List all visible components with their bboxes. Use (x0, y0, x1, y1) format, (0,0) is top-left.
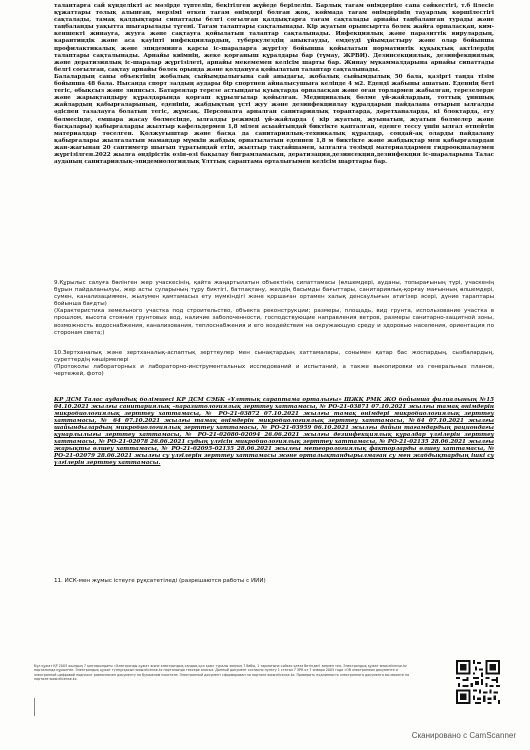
item-9-ru: (Характеристика земельного участка под строительство, объекта реконструкции; размеры, площадь, вид грунта, использование участка в прошлом, высота стояния грунтовых вод, наличие заболоченности, господствующие направления ветров, размеры санитарно-защитной зоны, возможность водоснабжения, канализования, теплоснабжения и его воздействия на окружающую среду и здоровью населения, ориентация по сторонам света;) (54, 308, 494, 336)
item-9-site-characteristics (54, 280, 494, 337)
item-11-permission: 11. ИСК-мен жұмыс істеуге рұқсатетіледі (разрешаются работы с ИИИ) (54, 578, 266, 584)
item-10-lab-protocols (54, 350, 494, 378)
findings-paragraph-1: талантарға сай күнделікті ас мәзірде түптеліп, бекітілген жүйеде берілеліп. Барлық тағам өнімдеріне сапа сәйкестігі, т.б іілесіе құжаттары толық алынған, мерзімі өткен тағам өнімдері болған жоқ, көймада тағам өнімдерінің тауарлық көршілестігі сақталады, тамақ қалдықтары сипаттады белгі соғылған қалдықтарға тағам сақталады арнайы таңбаланған турады және таңбаланды уақытта шығарылады түгені. Тағам талаптары сақталынады. Кір жуатын орынсыртта болек жайға орналасқан, ким-кеншекті жинауға, жууға және сақтауға қойылатын талаптар сақталынады. Инфекциялық және паразиттік вирулардың, карантиндік және аса қауіпті инфекциялардың, туберкулездің аныктауды, емдеуді ұйымдастыру және олар бойынша профилактикалық және эпидемияға қарсы іс-шараларға жүргізу бойынша қойылатын нормативтік құқықтық актілердің талаптары сақталынады. Арнайы киімнің, жеке қорғаныш құралдары бар (тұмау, ЖРВИ). Дезинсекциялық, дезинфекциялық және дератизиялық іс-шаралар жүргізілеті, арнайы мекемемен келісім шарты бар. Жинау мүкаммалдарына арнайы сипаттады белгі соғылған, сақтау арнайы бөлек орында және қолдануға қойылатын талаптар сақталынады. (54, 3, 494, 73)
qr-code-icon (456, 660, 500, 704)
camscanner-watermark: Сканировано с CamScanner (411, 731, 516, 740)
item-10-kz: 10.Зертханалық және зертханалық-аспаптық зерттеулер мен сынақтардың хаттамалары, сонымен қатар бас жоспардың, сызбалардың, суреттердің көшірмелері (54, 350, 494, 364)
legal-footer: Бұл құжат ҚР 2003 жылдың 7 қаңтарындағы «Электронды құжат және электрондық сандық қол қою» туралы заңның 7 бабы, 1 тармағына сәйкес қағаз бетіндегі заңмен тең. Электрондық құжат www.elicense.kz порталында құрылған. Электрондық құжат түпнұсқасын www.elicense.kz порталында тексере аласыз. Данный документ согласно пункту 1 статьи 7 ЗРК от 7 января 2003 года «Об электронном документе и электронной цифровой подписи» равнозначен документу на бумажном носителе. Электронный документ сформирован на портале www.elicense.kz. Проверить подлинность электронного документа вы можете на портале www.elicense.kz. (34, 664, 410, 682)
protocol-list: КР ДСМ Талас аудандық болімшесі КР ДСМ СЭБК «Ұлттық сараптама орталығы» ШЖҚ РМК ЖО бойынша филиалының №15 04.10.2021 жылғы санитариялық –паразитологиялық зерттеу хаттамасы, № РО-21-03871 07.10.2021 жылғы тамақ өнімдерін микробиологиялық зерттеу хаттамасы, № РО-21-03872 07.10.2021 жылғы тамақ өнімдері микробиологиялық зерттеу хаттамасы, № 64 07.10.2021 жылғы тамақ өнімдерін микробиологиялық зерттеу хаттамасы, №64 07.10.2021 жылғы шайындылардың микробиологиялық зерттеу хаттамасы, № РО-21-03959 06.10.2021 жылғы дайын тағамдардың рациондағы құнарлылығы зерттеу хаттамасы, № РО-21-02080-02094 26.06.2021 жылғы дезинфекциялық құралдар үлгілерін зерттеу хаттамасы, № РО-21-02078 26.06.2021 судың үлгісін микробиологиялық зерттеу хаттамасы, № РО-21-02135 28.06.2021 жылғы жарықты өлшеу хаттамасы, № РО-21-02095-02135 28.06.2021 жылғы метеорологиялық факторларды өлшеу хаттамасы, № РО-21-02079 28.06.2021 жылғы су үлгілерін зерттеу хаттамасы және орталықтандырылмаған су мен жабдықтардың ішкі су үлгілерін зерттеу хаттамасы. (54, 397, 494, 466)
margin-mark (22, 698, 35, 716)
item-10-ru: (Протоколы лабораторных и лабораторно-инструментальных исследований и испытаний, а также выкопировки из генеральных планов, чертежей, фото) (54, 364, 494, 378)
inspection-findings (54, 3, 494, 166)
item-9-kz: 9.Құрылыс салуға бөлінген жер учаскесінің, қайта жаңартылатын объектінің сипаттамасы (өлшемдері, ауданы, топырағының түрі, учаскенің бұрын пайдаланылуы, жер асты суларының тұру биктігі, батпақтану, желдің басымды бағыттары, санитариялық-қорғау мағынның өлшемдері, сумен, канализациямен, жылумен қамтамасыз ету мүмкіндігі және қоршаған ортамен халық денсаулығын атигізер әсері, дүние тараптары бойынша бағдты) (54, 280, 494, 308)
findings-paragraph-2: Балалардың саны объектінің жобалық сыйымдылығына сай аныдағы, жобалық сыйымдылық 50 бала, қазіргі таңда тізім бойынша 48 бала. Нысанда спорт залдың аудары бір спортнен айналысушыға келіпде 4 м2. Еденді жабыны ашатын. Еденнің беті тегіс, өбықсыз және зиянсыз. Батареялар терезе астындағы қуықтарда орналасқан және оған торлармен жабылған, терезелерде және жарықтандыру құралдарында қорғаш құрылғылар қойылған. Медициналық бөлме үй-жайлардың, тоттық ұнншық жайлардың қабырғаларының, еденінің, жабдықтың үсті жуу және дезинфекциялау құралдарын пайдалана отырып ылғалды әдіспен тазалауға болатын тегіс, жұмсақ. Персоналға арналған санитариялық торантарда, дәретханаларда, кі блоктарда, егу бөлмесінде, емшара жасау бөлмесінде, ылғалды режимді үй-жайларда ( кір жуатын, жуынатын, жуатын бөлмелер және басқалары) қабырғаларды жылтыр кафельдермен 1,8 мілен асыайтындай биктікте қапталған, еденге тессу үшін ылғал өтпейтін материалдар төселген. Қолжуғыштар және басқа да санитариялық-техникалық құралдар, сондай-ақ оларды пайдалану қабырғалары жылғалатын мамандар мүмкін жабдық орнатылатын еденнен 1,8 м биктікте және жабдықтар мен қабырғалардан жан-жағынан 20 сантиметр шығып тұратындай етіп, жылтыр тақтайшамен, ылғалға төзімді материалдармен гидрооқшалаумен жүргізілген.2022 жылға әндірістік өзін-өзі бақылау биграмламасын, дератизация,дезинсекция,дезинфекция іс-шараларына Талас ауданың санитариялық-эпидемиологиялық Ұлттық сараптама орталығымен келісім шарттары бар. (54, 73, 494, 166)
